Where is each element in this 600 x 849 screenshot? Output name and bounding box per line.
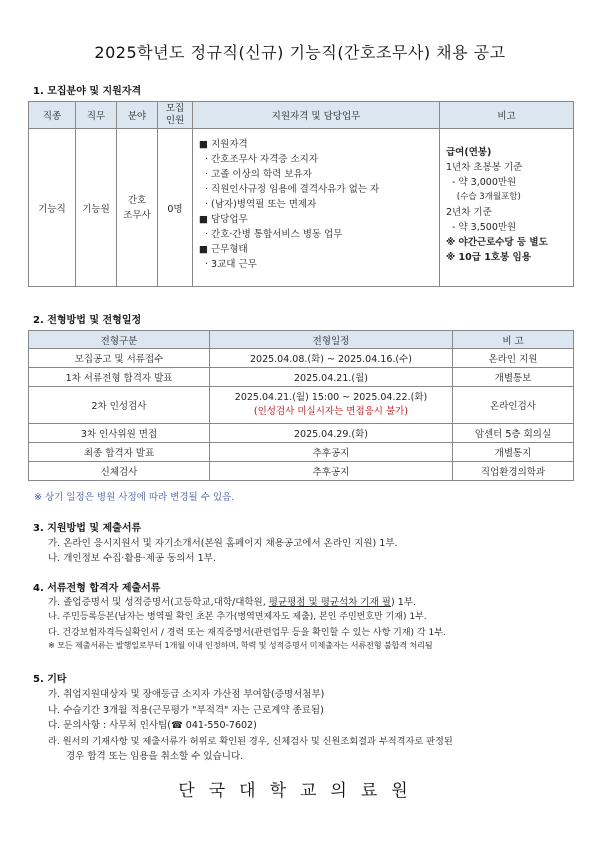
- stage-cell: 2차 인성검사: [29, 387, 210, 424]
- header-notes: 비고: [440, 102, 574, 129]
- list-item: 라. 원서의 기재사항 및 제출서류가 허위로 확인된 경우, 신체검사 및 신원조회결과 부적격자로 판정된: [48, 736, 453, 747]
- duty-line: ■ 담당업무: [199, 214, 248, 225]
- schedule-cell: 2025.04.21.(월): [210, 368, 453, 387]
- note-line: - 약 3,000만원: [446, 177, 517, 188]
- cell-notes: [440, 129, 574, 287]
- cell-job: 기능원: [76, 129, 117, 287]
- schedule-cell: [210, 387, 453, 424]
- duty-line: · 고졸 이상의 학력 보유자: [205, 169, 312, 180]
- stage-cell: 신체검사: [29, 462, 210, 481]
- stage-cell: 모집공고 및 서류접수: [29, 349, 210, 368]
- table-row: [29, 443, 574, 462]
- stage-cell: 최종 합격자 발표: [29, 443, 210, 462]
- schedule-footnote: ※ 상기 일정은 병원 사정에 따라 변경될 수 있음.: [34, 492, 235, 503]
- duty-line: · (남자)병역필 또는 면제자: [205, 199, 317, 210]
- header-category: 직종: [29, 102, 76, 129]
- schedule-cell: 추후공지: [210, 462, 453, 481]
- section-5-heading: 5. 기타: [33, 674, 67, 685]
- header-stage: 전형구분: [29, 331, 210, 349]
- list-item: 다. 문의사항 : 사무처 인사팀(☎ 041-550-7602): [48, 720, 257, 731]
- note-line: 급여(연봉): [446, 147, 492, 158]
- header-schedule: 전형일정: [210, 331, 453, 349]
- table-row: [29, 387, 574, 424]
- note-line: 1년차 초봉봉 기준: [446, 162, 523, 173]
- duty-line: · 간호·간병 통합서비스 병동 업무: [205, 229, 343, 240]
- section-4-heading: 4. 서류전형 합격자 제출서류: [33, 583, 161, 594]
- remark-cell: 개별통지: [453, 443, 574, 462]
- header-field: 분야: [117, 102, 158, 129]
- schedule-cell: 추후공지: [210, 443, 453, 462]
- list-item: 나. 주민등록등본(남자는 병역필 확인 초본 추가(병역면제자도 제출), 본인 주민번호만 기재) 1부.: [48, 612, 427, 622]
- organization-name: 단국대학교의료원: [178, 781, 422, 801]
- duty-line: ■ 근무형태: [199, 244, 248, 255]
- recruitment-table: [28, 101, 574, 287]
- remark-cell: 온라인검사: [453, 387, 574, 424]
- remark-cell: 직업환경의학과: [453, 462, 574, 481]
- remark-cell: 개별통보: [453, 368, 574, 387]
- list-item-continuation: 경우 합격 또는 임용을 취소할 수 있습니다.: [66, 751, 244, 762]
- table-row: [29, 368, 574, 387]
- schedule-cell: 2025.04.08.(화) ~ 2025.04.16.(수): [210, 349, 453, 368]
- note-line: ※ 야간근로수당 등 별도: [446, 237, 548, 248]
- table-row: [29, 424, 574, 443]
- schedule-text: 2025.04.21.(월) 15:00 ~ 2025.04.22.(화): [234, 392, 428, 403]
- list-item: 나. 수습기간 3개월 적용(근무평가 "부적격" 자는 근로계약 종료됨): [48, 705, 324, 716]
- list-item: 다. 건강보험자격득실확인서 / 경력 또는 재직증명서(관련업무 등을 확인할 수 있는 사항 기재) 각 1부.: [48, 628, 446, 638]
- list-item-text: 가. 졸업증명서 및 성적증명서(고등학교,대학/대학원,: [48, 597, 269, 608]
- section-3-heading: 3. 지원방법 및 제출서류: [33, 523, 142, 534]
- duty-line: · 간호조무사 자격증 소지자: [205, 154, 319, 165]
- duty-line: · 3교대 근무: [205, 259, 257, 270]
- underlined-text: 평균평점 및 평균석차 기재 필: [268, 597, 391, 608]
- note-line: 2년차 기준: [446, 207, 492, 218]
- cell-duties: [193, 129, 440, 287]
- table-row: [29, 349, 574, 368]
- duty-line: · 직원인사규정 임용에 결격사유가 없는 자: [205, 184, 380, 195]
- remark-cell: 온라인 지원: [453, 349, 574, 368]
- note-line: ※ 10급 1호봉 임용: [446, 252, 531, 263]
- remark-cell: 암센터 5층 회의실: [453, 424, 574, 443]
- list-item: 가. 취업지원대상자 및 장애등급 소지자 가산점 부여함(증명서첨부): [48, 689, 325, 700]
- header-remark: 비 고: [453, 331, 574, 349]
- list-item-note: ※ 모든 제출서류는 발행일로부터 1개월 이내 인정하며, 학력 및 성적증명서 미제출자는 서류전형 불합격 처리됨: [48, 640, 433, 650]
- cell-category: 기능직: [29, 129, 76, 287]
- section-1-heading: 1. 모집분야 및 지원자격: [33, 86, 142, 97]
- cell-field: 간호 조무사: [117, 129, 158, 287]
- schedule-table: [28, 330, 574, 481]
- list-item: 나. 개인정보 수집·활용·제공 동의서 1부.: [48, 553, 216, 564]
- header-duties: 지원자격 및 담당업무: [193, 102, 440, 129]
- list-item: [48, 594, 416, 608]
- header-job: 직무: [76, 102, 117, 129]
- note-line: (수습 3개월포함): [446, 192, 521, 202]
- stage-cell: 3차 인사위원 면접: [29, 424, 210, 443]
- list-item: 가. 온라인 응시지원서 및 자기소개서(본원 홈페이지 채용공고에서 온라인 지원) 1부.: [48, 538, 398, 549]
- duty-line: ■ 지원자격: [199, 139, 248, 150]
- note-line: - 약 3,500만원: [446, 222, 517, 233]
- header-count: 모집 인원: [158, 102, 193, 129]
- page-title: 2025학년도 정규직(신규) 기능직(간호조무사) 채용 공고: [94, 43, 506, 62]
- cell-count: 0명: [158, 129, 193, 287]
- schedule-cell: 2025.04.29.(화): [210, 424, 453, 443]
- schedule-warning: (인성검사 미실시자는 면접응시 불가): [253, 406, 409, 417]
- list-item-tail: ) 1부.: [390, 597, 416, 608]
- section-2-heading: 2. 전형방법 및 전형일정: [33, 315, 142, 326]
- stage-cell: 1차 서류전형 합격자 발표: [29, 368, 210, 387]
- table-row: [29, 462, 574, 481]
